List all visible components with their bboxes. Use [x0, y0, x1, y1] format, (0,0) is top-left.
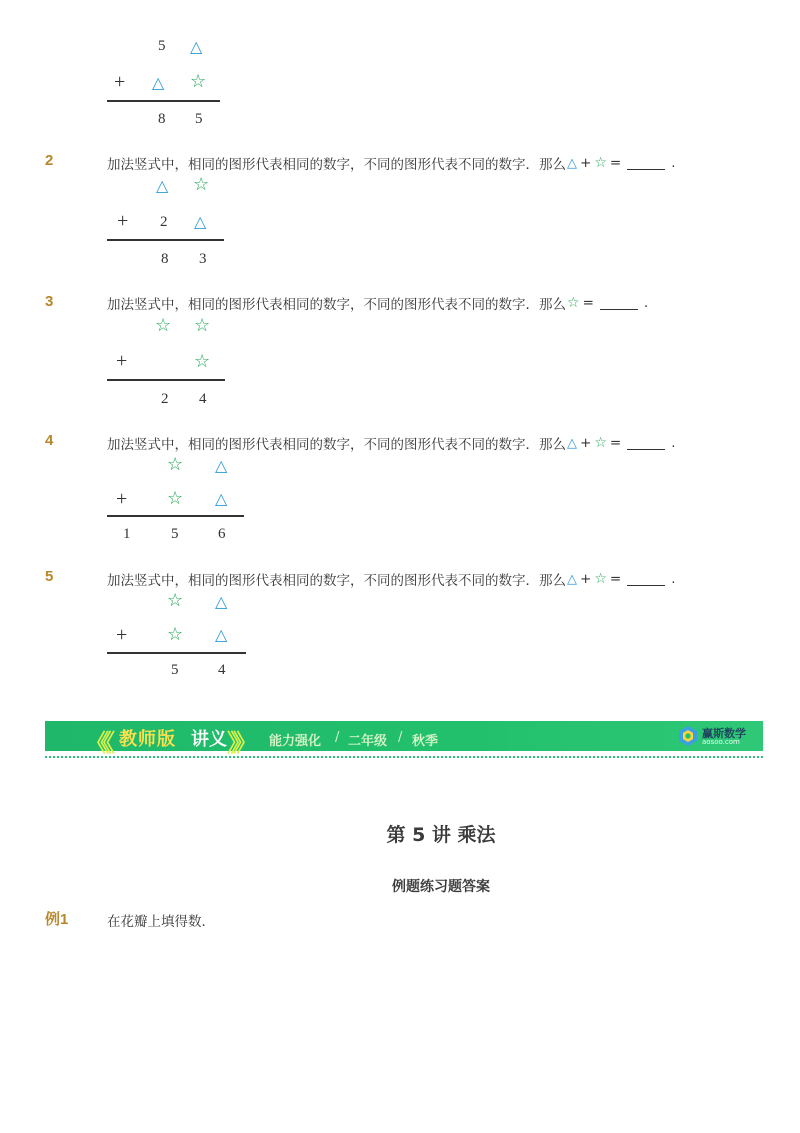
lesson-subtitle-text: 例题练习题答案: [392, 879, 490, 895]
lesson-title-text: 第 5 讲 乘法: [386, 824, 496, 846]
question-text: [107, 433, 675, 453]
sum-rule: [107, 652, 246, 654]
plus-sign: +: [116, 488, 128, 510]
brand-logo-text: 赢斯数学: [702, 727, 746, 740]
sum-rule: [107, 379, 225, 381]
question-number: 4: [45, 432, 54, 449]
star-icon: ☆: [167, 624, 184, 645]
triangle-icon: △: [567, 435, 577, 451]
question-prompt: 加法竖式中，相同的图形代表相同的数字，不同的图形代表不同的数字．那么: [107, 437, 566, 453]
breadcrumb-item: 二年级: [348, 734, 388, 749]
digit: 5: [195, 111, 203, 127]
sum-rule: [107, 515, 244, 517]
question-number: 2: [45, 152, 54, 169]
question-number: 5: [45, 568, 54, 585]
breadcrumb-separator: /: [335, 730, 340, 745]
star-icon: ☆: [567, 295, 580, 311]
digit: 2: [161, 391, 169, 407]
equals-sign: =: [609, 571, 622, 587]
brand-logo-icon: [677, 725, 699, 747]
triangle-icon: △: [215, 489, 228, 508]
question-text: [107, 569, 675, 589]
period: .: [671, 435, 676, 451]
sum-rule: [107, 239, 224, 241]
star-icon: ☆: [190, 71, 207, 92]
example-label: 例1: [45, 911, 69, 928]
triangle-icon: △: [190, 37, 203, 56]
teacher-edition-banner: [45, 721, 763, 757]
brand-logo: [677, 725, 759, 747]
plus-sign: +: [580, 571, 592, 587]
answer-blank[interactable]: [600, 297, 638, 310]
digit: 6: [218, 526, 226, 542]
banner-dotted-divider: [45, 756, 763, 758]
brand-logo-url: aosoo.com: [702, 738, 740, 746]
triangle-icon: △: [194, 212, 207, 231]
chevron-right-icon: 》》: [227, 729, 251, 757]
equals-sign: =: [609, 435, 622, 451]
answer-blank[interactable]: [627, 437, 665, 450]
question-prompt: 加法竖式中，相同的图形代表相同的数字，不同的图形代表不同的数字．那么: [107, 297, 566, 313]
example-text: 在花瓣上填得数．: [107, 914, 215, 930]
star-icon: ☆: [167, 590, 184, 611]
digit: 3: [199, 251, 207, 267]
digit: 1: [123, 526, 131, 542]
star-icon: ☆: [594, 155, 607, 171]
question-number: 3: [45, 293, 54, 310]
star-icon: ☆: [167, 454, 184, 475]
triangle-icon: △: [152, 73, 165, 92]
star-icon: ☆: [194, 315, 211, 336]
digit: 5: [171, 662, 179, 678]
question-prompt: 加法竖式中，相同的图形代表相同的数字，不同的图形代表不同的数字．那么: [107, 157, 566, 173]
star-icon: ☆: [194, 351, 211, 372]
digit: 8: [158, 111, 166, 127]
period: .: [643, 295, 649, 311]
plus-sign: +: [580, 155, 592, 171]
breadcrumb-item: 能力强化: [269, 734, 322, 749]
plus-sign: +: [116, 624, 128, 646]
star-icon: ☆: [594, 435, 607, 451]
chevron-left-icon: 《《: [85, 729, 109, 757]
banner-title-handout: 讲义: [191, 729, 227, 750]
period: .: [671, 571, 676, 587]
triangle-icon: △: [156, 176, 169, 195]
lesson-subtitle: [0, 876, 800, 896]
answer-blank[interactable]: [627, 573, 665, 586]
star-icon: ☆: [167, 488, 184, 509]
triangle-icon: △: [215, 456, 228, 475]
digit: 4: [199, 391, 207, 407]
plus-sign: +: [114, 71, 126, 93]
question-text: [107, 293, 648, 313]
triangle-icon: △: [215, 592, 228, 611]
digit: 8: [161, 251, 169, 267]
star-icon: ☆: [193, 174, 210, 195]
sum-rule: [107, 100, 220, 102]
triangle-icon: △: [215, 625, 228, 644]
digit: 5: [171, 526, 179, 542]
digit: 4: [218, 662, 226, 678]
star-icon: ☆: [594, 571, 607, 587]
plus-sign: +: [116, 350, 128, 372]
question-text: [107, 153, 675, 173]
question-prompt: 加法竖式中，相同的图形代表相同的数字，不同的图形代表不同的数字．那么: [107, 573, 566, 589]
plus-sign: +: [117, 210, 129, 232]
answer-blank[interactable]: [627, 157, 665, 170]
banner-title-edition: 教师版: [119, 729, 176, 750]
period: .: [671, 155, 676, 171]
equals-sign: =: [609, 155, 622, 171]
triangle-icon: △: [567, 571, 577, 587]
triangle-icon: △: [567, 155, 577, 171]
plus-sign: +: [580, 435, 592, 451]
digit: 5: [158, 38, 166, 54]
breadcrumb-separator: /: [398, 730, 403, 745]
digit: 2: [160, 214, 168, 230]
breadcrumb-item: 秋季: [412, 734, 439, 749]
lesson-title: [0, 820, 800, 847]
equals-sign: =: [582, 295, 594, 311]
star-icon: ☆: [155, 315, 172, 336]
